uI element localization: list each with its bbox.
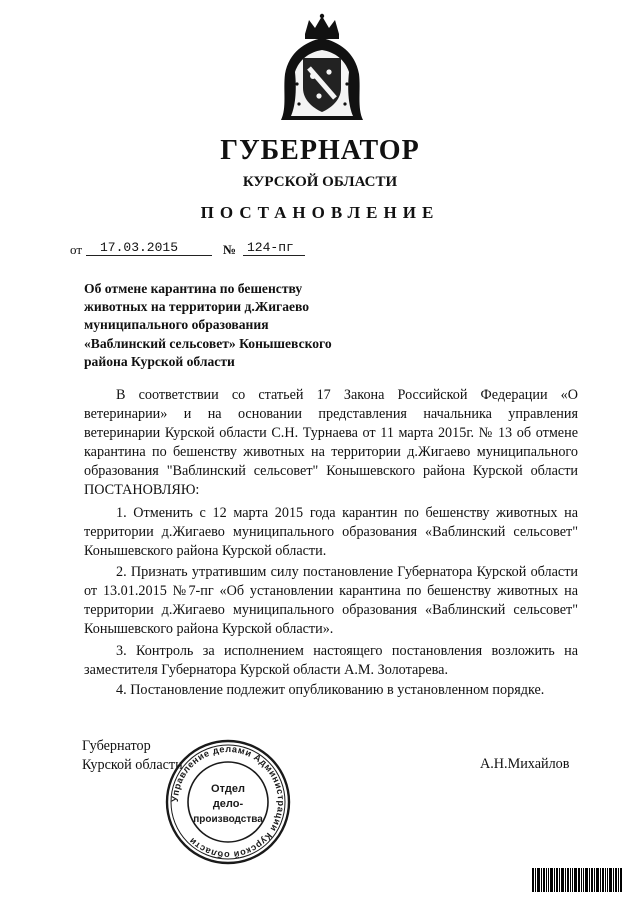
signatory-title-line: Курской области [82,757,183,773]
body-item-3: 3. Контроль за исполнением настоящего постановления возложить на заместителя Губернатора Курской области А.М. Золотарева. [84,643,578,678]
body-intro-paragraph: В соответствии со статьей 17 Закона Российской Федерации «О ветеринарии» и на основании представления начальника управления ветеринарии Курской области С.Н. Турнаева от 11 марта 2015г. № 13 об отмене карантина по бешенству животных на территории д.Жигаево муниципального образования "Ваблинский сельсовет" Конышевского района Курской области ПОСТАНОВЛЯЮ: [84,387,578,498]
document-date: 17.03.2015 [86,240,212,256]
number-prefix: № [223,242,237,257]
date-prefix: от [70,242,83,257]
subject-line: района Курской области [84,353,235,369]
subject-line: «Ваблинский сельсовет» Конышевского [84,335,332,351]
subject-line: животных на территории д.Жигаево [84,299,310,315]
body-item-4: 4. Постановление подлежит опубликованию в установленном порядке. [116,682,545,698]
document-type: ПОСТАНОВЛЕНИЕ [200,203,440,222]
body-item-1: 1. Отменить с 12 марта 2015 года карантин по бешенству животных на территории д.Жигаево муниципального образования «Ваблинский сельсовет" Конышевского района Курской области. [84,505,578,559]
subject-line: Об отмене карантина по бешенству [84,281,303,296]
stamp-inner-line: дело- [212,798,244,810]
stamp-inner-line: Отдел [211,783,245,795]
office-stamp [164,738,292,866]
signatory-title-line: Губернатор [82,738,151,754]
stamp-inner-line: производства [193,814,263,825]
signatory-name: А.Н.Михайлов [480,756,570,772]
region-subtitle: КУРСКОЙ ОБЛАСТИ [242,174,398,190]
barcode [532,868,622,892]
stamp-ring-text: Управление делами Администрации Курской области [169,743,287,861]
body-item-2: 2. Признать утратившим силу постановление Губернатора Курской области от 13.01.2015 №7-пг «Об установлении карантина по бешенству животных на территории д.Жигаево муниципального образования «Ваблинский сельсовет" Конышевского района Курской области». [84,564,578,637]
document-number: 124-пг [243,240,305,256]
governor-title: ГУБЕРНАТОР [220,135,420,166]
subject-line: муниципального образования [84,317,269,333]
coat-of-arms-emblem [275,12,369,124]
document-subject [84,280,366,371]
